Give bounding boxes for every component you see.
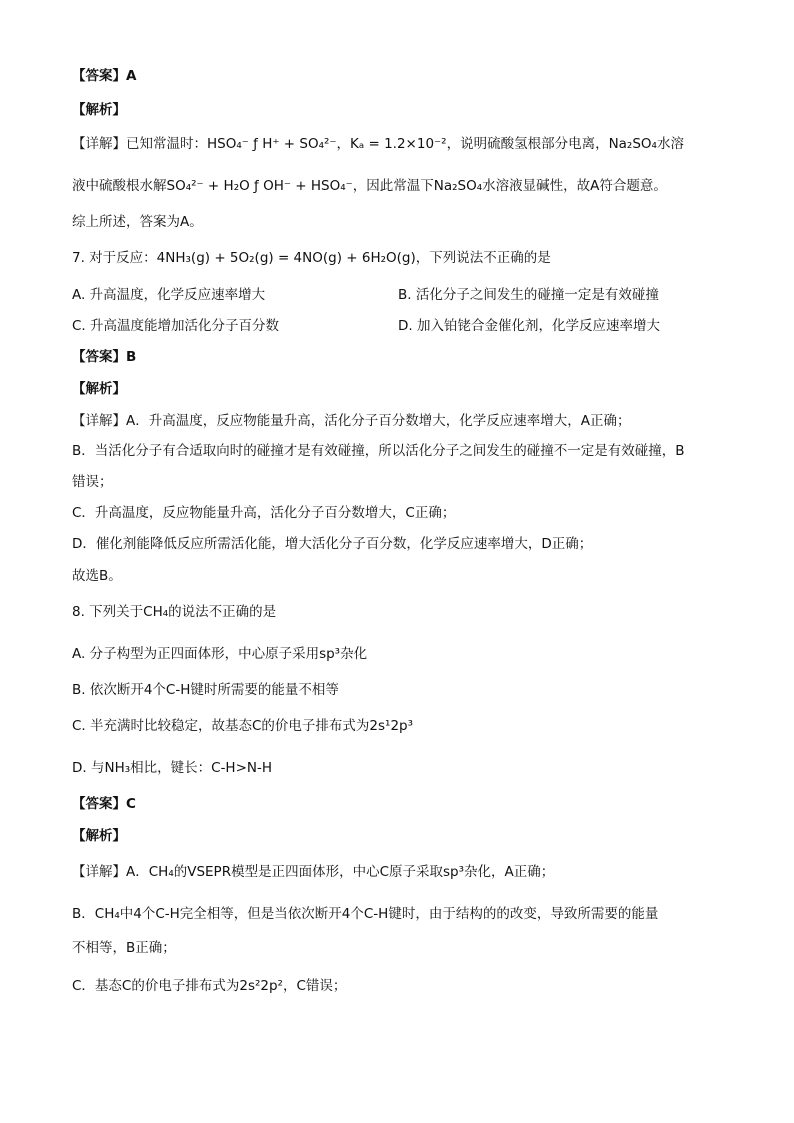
q8-detail-b-line-1: B．CH₄中4个C-H完全相等，但是当依次断开4个C-H键时，由于结构的的改变，导致所需要的能量 — [72, 906, 659, 922]
q6-analysis-heading: 【解析】 — [72, 102, 126, 118]
q7-conclusion: 故选B。 — [72, 568, 122, 584]
q8-detail-a: 【详解】A．CH₄的VSEPR模型是正四面体形，中心C原子采取sp³杂化，A正确； — [72, 864, 555, 880]
q6-answer: 【答案】A — [72, 68, 137, 84]
q8-option-d: D. 与NH₃相比，键长：C-H>N-H — [72, 760, 273, 776]
q7-detail-d: D．催化剂能降低反应所需活化能，增大活化分子百分数，化学反应速率增大，D正确； — [72, 536, 593, 552]
q8-analysis-heading: 【解析】 — [72, 828, 126, 844]
q6-summary: 综上所述，答案为A。 — [72, 214, 203, 230]
q7-answer: 【答案】B — [72, 349, 137, 365]
q6-detail-line-1: 【详解】已知常温时：HSO₄⁻ ƒ H⁺ + SO₄²⁻，Kₐ = 1.2×10⁻²，说明硫酸氢根部分电离，Na₂SO₄水溶 — [72, 136, 684, 152]
q7-option-c: C. 升高温度能增加活化分子百分数 — [72, 318, 280, 334]
q8-detail-c: C．基态C的价电子排布式为2s²2p²，C错误； — [72, 978, 347, 994]
q7-detail-c: C．升高温度，反应物能量升高，活化分子百分数增大，C正确； — [72, 505, 456, 521]
q7-option-b: B. 活化分子之间发生的碰撞一定是有效碰撞 — [398, 287, 659, 303]
q7-detail-a: 【详解】A．升高温度，反应物能量升高，活化分子百分数增大，化学反应速率增大，A正确； — [72, 413, 631, 429]
q7-detail-b-line-2: 错误； — [72, 474, 113, 490]
q7-option-d: D. 加入铂铑合金催化剂，化学反应速率增大 — [398, 318, 660, 334]
q7-analysis-heading: 【解析】 — [72, 381, 126, 397]
q8-option-a: A. 分子构型为正四面体形，中心原子采用sp³杂化 — [72, 646, 368, 662]
q7-stem: 7. 对于反应：4NH₃(g) + 5O₂(g) = 4NO(g) + 6H₂O(g)，下列说法不正确的是 — [72, 250, 551, 266]
q6-detail-line-2: 液中硫酸根水解SO₄²⁻ + H₂O ƒ OH⁻ + HSO₄⁻，因此常温下Na₂SO₄水溶液显碱性，故A符合题意。 — [72, 178, 667, 194]
q7-option-a: A. 升高温度，化学反应速率增大 — [72, 287, 266, 303]
q8-option-b: B. 依次断开4个C-H键时所需要的能量不相等 — [72, 682, 339, 698]
q8-answer: 【答案】C — [72, 796, 136, 812]
q8-detail-b-line-2: 不相等，B正确； — [72, 940, 176, 956]
q8-stem: 8. 下列关于CH₄的说法不正确的是 — [72, 604, 277, 620]
q7-detail-b-line-1: B．当活化分子有合适取向时的碰撞才是有效碰撞，所以活化分子之间发生的碰撞不一定是有效碰撞，B — [72, 443, 685, 459]
q8-option-c: C. 半充满时比较稳定，故基态C的价电子排布式为2s¹2p³ — [72, 718, 414, 734]
